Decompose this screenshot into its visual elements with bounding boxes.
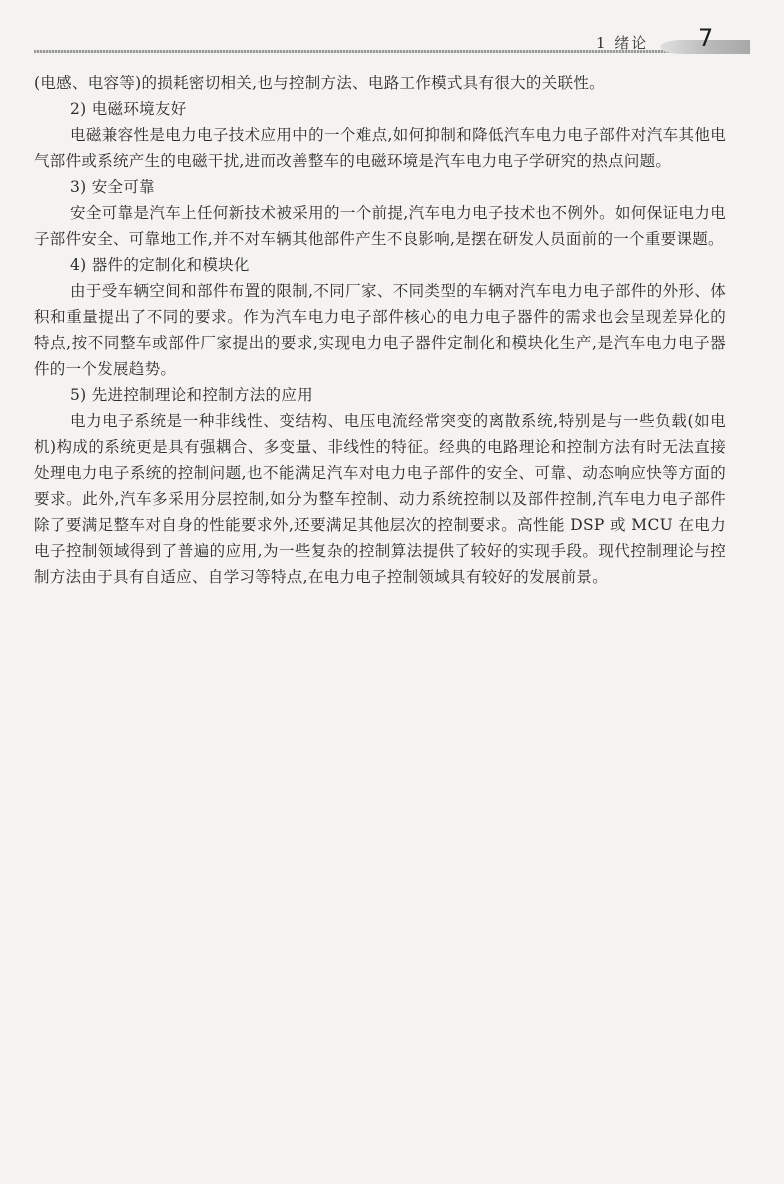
paragraph: 电力电子系统是一种非线性、变结构、电压电流经常突变的离散系统,特别是与一些负载(如电机)构成的系统更是具有强耦合、多变量、非线性的特征。经典的电路理论和控制方法有时无法直接处理电力电子系统的控制问题,也不能满足汽车对电力电子部件的安全、可靠、动态响应快等方面的要求。此外,汽车多采用分层控制,如分为整车控制、动力系统控制以及部件控制,汽车电力电子部件除了要满足整车对自身的性能要求外,还要满足其他层次的控制要求。高性能 DSP 或 MCU 在电力电子控制领域得到了普遍的应用,为一些复杂的控制算法提供了较好的实现手段。现代控制理论与控制方法由于具有自适应、自学习等特点,在电力电子控制领域具有较好的发展前景。 <box>34 412 726 586</box>
page-number-tab <box>660 24 750 56</box>
header-rule <box>34 50 680 53</box>
section-heading: 4) 器件的定制化和模块化 <box>70 256 250 274</box>
section-heading: 3) 安全可靠 <box>70 178 155 196</box>
paragraph: 电磁兼容性是电力电子技术应用中的一个难点,如何抑制和降低汽车电力电子部件对汽车其他电气部件或系统产生的电磁干扰,进而改善整车的电磁环境是汽车电力电子学研究的热点问题。 <box>34 126 726 170</box>
section-heading: 2) 电磁环境友好 <box>70 100 187 118</box>
page-header <box>0 0 784 60</box>
body-text <box>34 70 726 590</box>
section-heading: 5) 先进控制理论和控制方法的应用 <box>70 386 313 404</box>
paragraph: 由于受车辆空间和部件布置的限制,不同厂家、不同类型的车辆对汽车电力电子部件的外形、体积和重量提出了不同的要求。作为汽车电力电子部件核心的电力电子器件的需求也会呈现差异化的特点,按不同整车或部件厂家提出的要求,实现电力电子器件定制化和模块化生产,是汽车电力电子器件的一个发展趋势。 <box>34 282 726 378</box>
page-number: 7 <box>698 24 714 52</box>
paragraph: 安全可靠是汽车上任何新技术被采用的一个前提,汽车电力电子技术也不例外。如何保证电力电子部件安全、可靠地工作,并不对车辆其他部件产生不良影响,是摆在研发人员面前的一个重要课题。 <box>34 204 726 248</box>
paragraph: (电感、电容等)的损耗密切相关,也与控制方法、电路工作模式具有很大的关联性。 <box>34 74 605 92</box>
chapter-title: 1 绪论 <box>596 34 649 52</box>
